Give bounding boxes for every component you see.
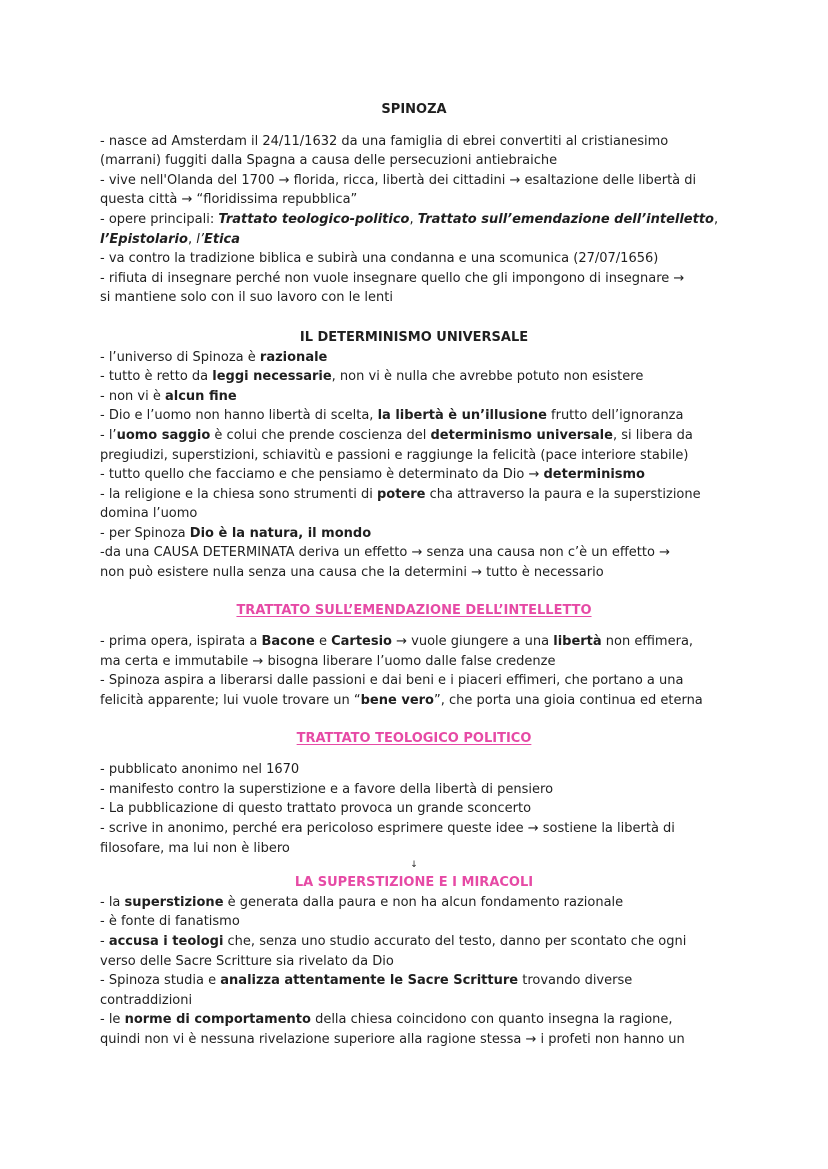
emphasis-text: uomo saggio xyxy=(116,427,211,443)
text-span: , non vi è nulla che avrebbe potuto non esistere xyxy=(331,369,644,385)
emphasis-text: Dio è la natura, il mondo xyxy=(189,525,372,541)
text-span: ”, che porta una gioia continua ed eterna xyxy=(433,693,703,709)
emphasis-text: norme di comportamento xyxy=(124,1012,311,1028)
emphasis-text: leggi necessarie xyxy=(212,369,332,385)
text-span: - per Spinoza xyxy=(100,525,190,541)
text-span: non effimera, xyxy=(601,634,694,650)
text-line xyxy=(100,230,728,250)
text-line xyxy=(100,210,728,230)
text-span: - tutto è retto da xyxy=(100,369,213,385)
emphasis-text: determinismo universale xyxy=(430,427,613,443)
text-span: - pubblicato anonimo nel 1670 xyxy=(100,762,300,778)
text-span: è generata dalla paura e non ha alcun fondamento razionale xyxy=(223,894,624,910)
text-line xyxy=(100,912,728,932)
text-line xyxy=(100,269,728,289)
text-span: - scrive in anonimo, perché era pericoloso esprimere queste idee → sostiene la libertà di xyxy=(100,821,675,836)
heading-trattato-emendazione: TRATTATO SULL’EMENDAZIONE DELL’INTELLETTO xyxy=(236,602,592,618)
text-line xyxy=(100,171,728,191)
text-span: - vive nell'Olanda del 1700 → florida, ricca, libertà dei cittadini → esaltazione delle libertà di xyxy=(100,172,697,188)
text-span: frutto dell’ignoranza xyxy=(546,408,684,424)
text-line xyxy=(100,819,728,839)
emphasis-text: l’Epistolario xyxy=(100,231,188,247)
text-line xyxy=(100,952,728,972)
text-span: che, senza uno studio accurato del testo, danno per scontato che ogni xyxy=(223,933,687,949)
emphasis-text: la libertà è un’illusione xyxy=(377,408,547,424)
text-span: trovando diverse xyxy=(518,973,633,989)
text-span: felicità apparente; lui vuole trovare un “ xyxy=(100,693,361,709)
text-line xyxy=(100,406,728,426)
text-line xyxy=(100,691,728,711)
text-line xyxy=(100,446,728,466)
text-line xyxy=(100,799,728,819)
emendazione-paragraph xyxy=(100,632,728,710)
text-span: → vuole giungere a una xyxy=(391,634,554,650)
text-line xyxy=(100,151,728,171)
text-span: - manifesto contro la superstizione e a favore della libertà di pensiero xyxy=(100,781,554,797)
superstizione-paragraph xyxy=(100,893,728,1050)
teologico-paragraph xyxy=(100,760,728,858)
text-line xyxy=(100,190,728,210)
emphasis-text: razionale xyxy=(259,349,328,365)
text-span: questa città → “floridissima repubblica” xyxy=(100,192,358,208)
text-line xyxy=(100,367,728,387)
text-line xyxy=(100,932,728,952)
emphasis-text: Trattato teologico-politico xyxy=(218,211,410,227)
emphasis-text: accusa i teologi xyxy=(108,933,224,949)
text-line xyxy=(100,132,728,152)
heading-trattato-teologico: TRATTATO TEOLOGICO POLITICO xyxy=(296,730,532,746)
emphasis-text: Cartesio xyxy=(331,634,392,650)
emphasis-text: potere xyxy=(376,486,426,502)
text-span: - xyxy=(100,933,109,949)
heading-superstizione: LA SUPERSTIZIONE E I MIRACOLI xyxy=(294,875,534,891)
text-line xyxy=(100,893,728,913)
text-span: - rifiuta di insegnare perché non vuole insegnare quello che gli impongono di insegnare → xyxy=(100,270,685,286)
text-span: - la religione e la chiesa sono strumenti di xyxy=(100,486,377,502)
text-line xyxy=(100,760,728,780)
text-span: - La pubblicazione di questo trattato provoca un grande sconcerto xyxy=(100,801,532,817)
text-span: , xyxy=(713,211,719,227)
text-line xyxy=(100,971,728,991)
text-line xyxy=(100,426,728,446)
text-span: , xyxy=(187,231,197,247)
page-title: SPINOZA xyxy=(381,102,447,117)
text-line xyxy=(100,288,728,308)
text-line xyxy=(100,504,728,524)
text-span: della chiesa coincidono con quanto insegna la ragione, xyxy=(310,1012,673,1028)
text-line xyxy=(100,632,728,652)
text-line xyxy=(100,671,728,691)
emphasis-text: alcun fine xyxy=(164,388,237,404)
text-line xyxy=(100,1010,728,1030)
heading-determinismo: IL DETERMINISMO UNIVERSALE xyxy=(299,329,529,345)
text-line xyxy=(100,839,728,859)
text-line xyxy=(100,348,728,368)
text-span: - Spinoza studia e xyxy=(100,973,221,989)
text-line xyxy=(100,465,728,485)
emphasis-text: analizza attentamente le Sacre Scritture xyxy=(220,973,519,989)
text-span: - l’ xyxy=(100,427,117,443)
text-span: non può esistere nulla senza una causa che la determini → tutto è necessario xyxy=(100,565,604,581)
text-span: ma certa e immutabile → bisogna liberare l’uomo dalle false credenze xyxy=(100,653,556,669)
text-line xyxy=(100,563,728,583)
text-span: si mantiene solo con il suo lavoro con le lenti xyxy=(100,290,393,306)
text-line xyxy=(100,780,728,800)
text-span: verso delle Sacre Scritture sia rivelato da Dio xyxy=(100,953,394,969)
text-span: -da una CAUSA DETERMINATA deriva un effetto → senza una causa non c’è un effetto → xyxy=(100,545,670,561)
text-span: domina l’uomo xyxy=(100,506,198,522)
emphasis-text: bene vero xyxy=(360,693,434,709)
text-line xyxy=(100,485,728,505)
text-span: - è fonte di fanatismo xyxy=(100,914,240,930)
emphasis-text: libertà xyxy=(553,634,602,650)
intro-paragraph xyxy=(100,132,728,308)
determinismo-paragraph xyxy=(100,348,728,583)
emphasis-text: Trattato sull’emendazione dell’intelletto xyxy=(417,211,714,227)
text-span: - le xyxy=(100,1012,125,1028)
text-span: - Dio e l’uomo non hanno libertà di scelta, xyxy=(100,408,378,424)
emphasis-text: l’ xyxy=(196,231,204,247)
text-span: è colui che prende coscienza del xyxy=(210,427,431,443)
text-span: , si libera da xyxy=(612,427,693,443)
text-line xyxy=(100,249,728,269)
text-line xyxy=(100,543,728,563)
emphasis-text: superstizione xyxy=(124,894,224,910)
down-arrow-icon: ↓ xyxy=(410,860,418,871)
text-span: - nasce ad Amsterdam il 24/11/1632 da una famiglia di ebrei convertiti al cristianesimo xyxy=(100,133,669,149)
text-span: - non vi è xyxy=(100,388,165,404)
emphasis-text: Etica xyxy=(203,231,240,247)
text-span: contraddizioni xyxy=(100,992,193,1008)
text-span: - opere principali: xyxy=(100,211,219,227)
text-span: (marrani) fuggiti dalla Spagna a causa delle persecuzioni antiebraiche xyxy=(100,153,558,169)
text-line xyxy=(100,524,728,544)
text-line xyxy=(100,652,728,672)
text-span: - la xyxy=(100,894,125,910)
emphasis-text: Bacone xyxy=(261,634,315,650)
text-line xyxy=(100,387,728,407)
text-span: cha attraverso la paura e la superstizione xyxy=(425,486,701,502)
text-span: - prima opera, ispirata a xyxy=(100,634,262,650)
text-line xyxy=(100,1030,728,1050)
text-span: pregiudizi, superstizioni, schiavitù e passioni e raggiunge la felicità (pace interiore stabile) xyxy=(100,447,689,463)
text-span: - va contro la tradizione biblica e subirà una condanna e una scomunica (27/07/1656) xyxy=(100,251,659,267)
text-span: , xyxy=(409,211,418,227)
emphasis-text: determinismo xyxy=(543,467,645,483)
text-line xyxy=(100,991,728,1011)
text-span: - l’universo di Spinoza è xyxy=(100,349,260,365)
text-span: e xyxy=(314,634,332,650)
text-span: - tutto quello che facciamo e che pensiamo è determinato da Dio → xyxy=(100,467,544,483)
text-span: filosofare, ma lui non è libero xyxy=(100,840,290,856)
text-span: - Spinoza aspira a liberarsi dalle passioni e dai beni e i piaceri effimeri, che portano a una xyxy=(100,673,684,689)
text-span: quindi non vi è nessuna rivelazione superiore alla ragione stessa → i profeti non hanno un xyxy=(100,1031,685,1047)
